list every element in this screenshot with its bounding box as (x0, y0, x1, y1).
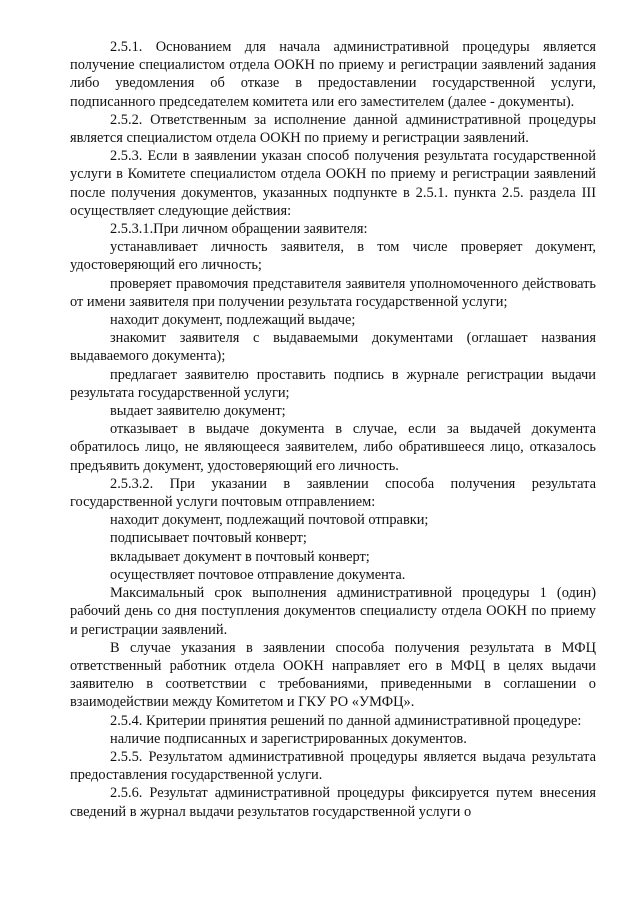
list-item: вкладывает документ в почтовый конверт; (110, 548, 370, 565)
paragraph-max-term: Максимальный срок выполнения административной процедуры 1 (один) рабочий день со дня поступления документов специалисту отдела ООКН по приему и регистрации заявлений. (70, 585, 596, 638)
paragraph-2-5-3-2: 2.5.3.2. При указании в заявлении способа получения результата государственной услуги почтовым отправлением: (70, 475, 596, 511)
document-page (70, 38, 596, 821)
paragraph-2-5-6: 2.5.6. Результат административной процедуры фиксируется путем внесения сведений в журнал выдачи результатов государственной услуги о (70, 785, 596, 820)
list-item: находит документ, подлежащий почтовой отправки; (110, 512, 429, 529)
list-item: подписывает почтовый конверт; (110, 530, 307, 547)
list-item: предлагает заявителю проставить подпись в журнале регистрации выдачи результата государственной услуги; (70, 366, 596, 401)
list-item: находит документ, подлежащий выдаче; (110, 312, 356, 329)
paragraph-2-5-4: 2.5.4. Критерии принятия решений по данной административной процедуре: (110, 712, 582, 729)
list-item: наличие подписанных и зарегистрированных документов. (110, 730, 467, 747)
paragraph-mfc: В случае указания в заявлении способа получения результата в МФЦ ответственный работник отдела ООКН направляет его в МФЦ в целях выдачи заявителю в соответствии с требованиями, приведенными в соглашении о взаимодействии между Комитетом и ГКУ РО «УМФЦ». (70, 639, 596, 711)
paragraph-2-5-3-1: 2.5.3.1.При личном обращении заявителя: (110, 221, 368, 238)
paragraph-2-5-2: 2.5.2. Ответственным за исполнение данной административной процедуры является специалистом отдела ООКН по приему и регистрации заявлений. (70, 111, 596, 147)
list-item: устанавливает личность заявителя, в том числе проверяет документ, удостоверяющий его личность; (70, 239, 596, 274)
paragraph-2-5-3: 2.5.3. Если в заявлении указан способ получения результата государственной услуги в Комитете специалистом отдела ООКН по приему и регистрации заявлений после получения документов, указанных подпункте в 2.5.1. пункта 2.5. раздела III осуществляет следующие действия: (70, 148, 596, 219)
list-item: осуществляет почтовое отправление документа. (110, 566, 406, 583)
paragraph-2-5-5: 2.5.5. Результатом административной процедуры является выдача результата предоставления государственной услуги. (70, 748, 596, 784)
list-item: знакомит заявителя с выдаваемыми документами (оглашает названия выдаваемого документа); (70, 330, 596, 365)
list-item: отказывает в выдаче документа в случае, если за выдачей документа обратилось лицо, не являющееся заявителем, либо обратившееся лицо, отказалось предъявить документ, удостоверяющий его личность. (70, 421, 596, 474)
paragraph-2-5-1: 2.5.1. Основанием для начала административной процедуры является получение специалистом отдела ООКН по приему и регистрации заявлений задания либо уведомления об отказе в предоставлении государственной услуги, подписанного председателем комитета или его заместителем (далее - документы). (70, 39, 596, 110)
list-item: выдает заявителю документ; (110, 403, 286, 420)
list-item: проверяет правомочия представителя заявителя уполномоченного действовать от имени заявителя при получении результата государственной услуги; (70, 275, 596, 310)
